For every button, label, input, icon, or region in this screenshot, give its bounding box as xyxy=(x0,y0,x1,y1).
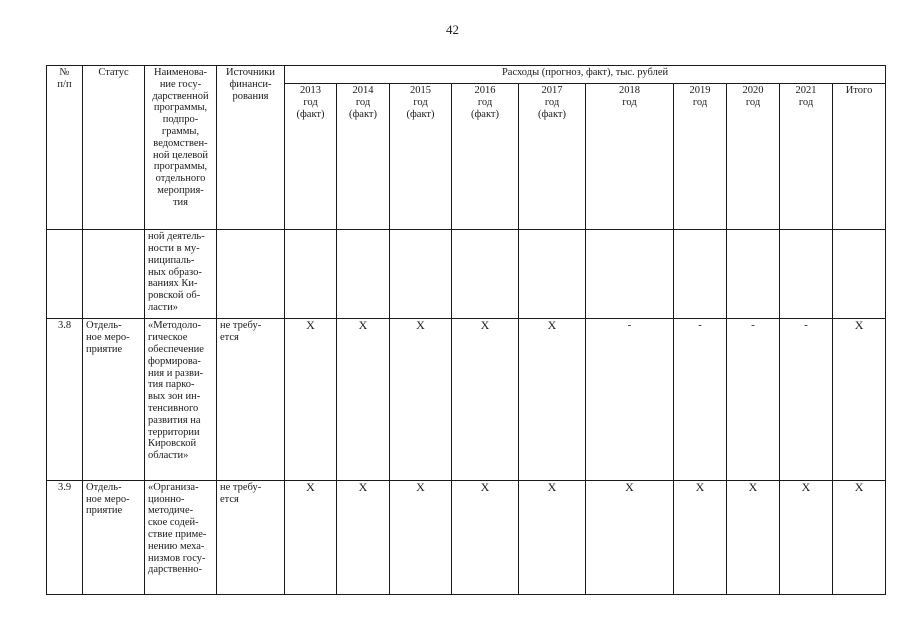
header-sources: Источники финанси- рования xyxy=(217,66,285,230)
table-row xyxy=(47,319,886,480)
header-expenses: Расходы (прогноз, факт), тыс. рублей xyxy=(285,66,886,84)
header-year-2018: 2018 год xyxy=(586,84,674,230)
row-value-2018: Х xyxy=(586,480,674,594)
budget-table xyxy=(46,65,886,595)
row-value-2017: Х xyxy=(519,319,586,480)
row-value-2015: Х xyxy=(390,480,452,594)
header-year-2017: 2017 год (факт) xyxy=(519,84,586,230)
row-value-2014 xyxy=(337,230,390,319)
row-num: 3.9 xyxy=(47,480,83,594)
table-row xyxy=(47,230,886,319)
row-sources: не требу- ется xyxy=(217,480,285,594)
row-name: «Организа- ционно- методиче- ское содей- ствие приме- нению меха- низмов госу- дарственно- xyxy=(145,480,217,594)
row-value-total: Х xyxy=(833,480,886,594)
header-num: № п/п xyxy=(47,66,83,230)
row-value-2014: Х xyxy=(337,319,390,480)
row-value-2021: Х xyxy=(780,480,833,594)
table-row xyxy=(47,480,886,594)
page-number: 42 xyxy=(446,22,459,37)
row-value-2021: - xyxy=(780,319,833,480)
row-value-2013: Х xyxy=(285,480,337,594)
row-value-2013: Х xyxy=(285,319,337,480)
row-status: Отдель- ное меро- приятие xyxy=(83,480,145,594)
header-total: Итого xyxy=(833,84,886,230)
row-sources: не требу- ется xyxy=(217,319,285,480)
row-value-2020: Х xyxy=(727,480,780,594)
header-year-2013: 2013 год (факт) xyxy=(285,84,337,230)
row-value-2021 xyxy=(780,230,833,319)
row-status xyxy=(83,230,145,319)
header-year-2021: 2021 год xyxy=(780,84,833,230)
row-value-2016: Х xyxy=(452,319,519,480)
header-year-2020: 2020 год xyxy=(727,84,780,230)
header-year-2014: 2014 год (факт) xyxy=(337,84,390,230)
row-num: 3.8 xyxy=(47,319,83,480)
row-value-2018 xyxy=(586,230,674,319)
row-status: Отдель- ное меро- приятие xyxy=(83,319,145,480)
row-value-2015: Х xyxy=(390,319,452,480)
row-value-2017 xyxy=(519,230,586,319)
row-value-2020: - xyxy=(727,319,780,480)
row-value-2019 xyxy=(674,230,727,319)
row-sources xyxy=(217,230,285,319)
row-value-2017: Х xyxy=(519,480,586,594)
header-status: Статус xyxy=(83,66,145,230)
row-value-2016 xyxy=(452,230,519,319)
row-value-2019: Х xyxy=(674,480,727,594)
row-value-2016: Х xyxy=(452,480,519,594)
header-row-1 xyxy=(47,66,886,84)
row-num xyxy=(47,230,83,319)
row-name: ной деятель- ности в му- ниципаль- ных образо- ваниях Ки- ровской об- ласти» xyxy=(145,230,217,319)
row-value-total: Х xyxy=(833,319,886,480)
row-value-2019: - xyxy=(674,319,727,480)
row-name: «Методоло- гическое обеспечение формирова- ния и разви- тия парко- вых зон ин- тенсивного развития на территории Кировской области» xyxy=(145,319,217,480)
row-value-2018: - xyxy=(586,319,674,480)
row-value-2020 xyxy=(727,230,780,319)
row-value-total xyxy=(833,230,886,319)
header-year-2019: 2019 год xyxy=(674,84,727,230)
row-value-2013 xyxy=(285,230,337,319)
row-value-2015 xyxy=(390,230,452,319)
header-year-2015: 2015 год (факт) xyxy=(390,84,452,230)
header-year-2016: 2016 год (факт) xyxy=(452,84,519,230)
header-name: Наименова- ние госу- дарственной программы, подпро- граммы, ведомствен- ной целевой программы, отдельного мероприя- тия xyxy=(145,66,217,230)
row-value-2014: Х xyxy=(337,480,390,594)
